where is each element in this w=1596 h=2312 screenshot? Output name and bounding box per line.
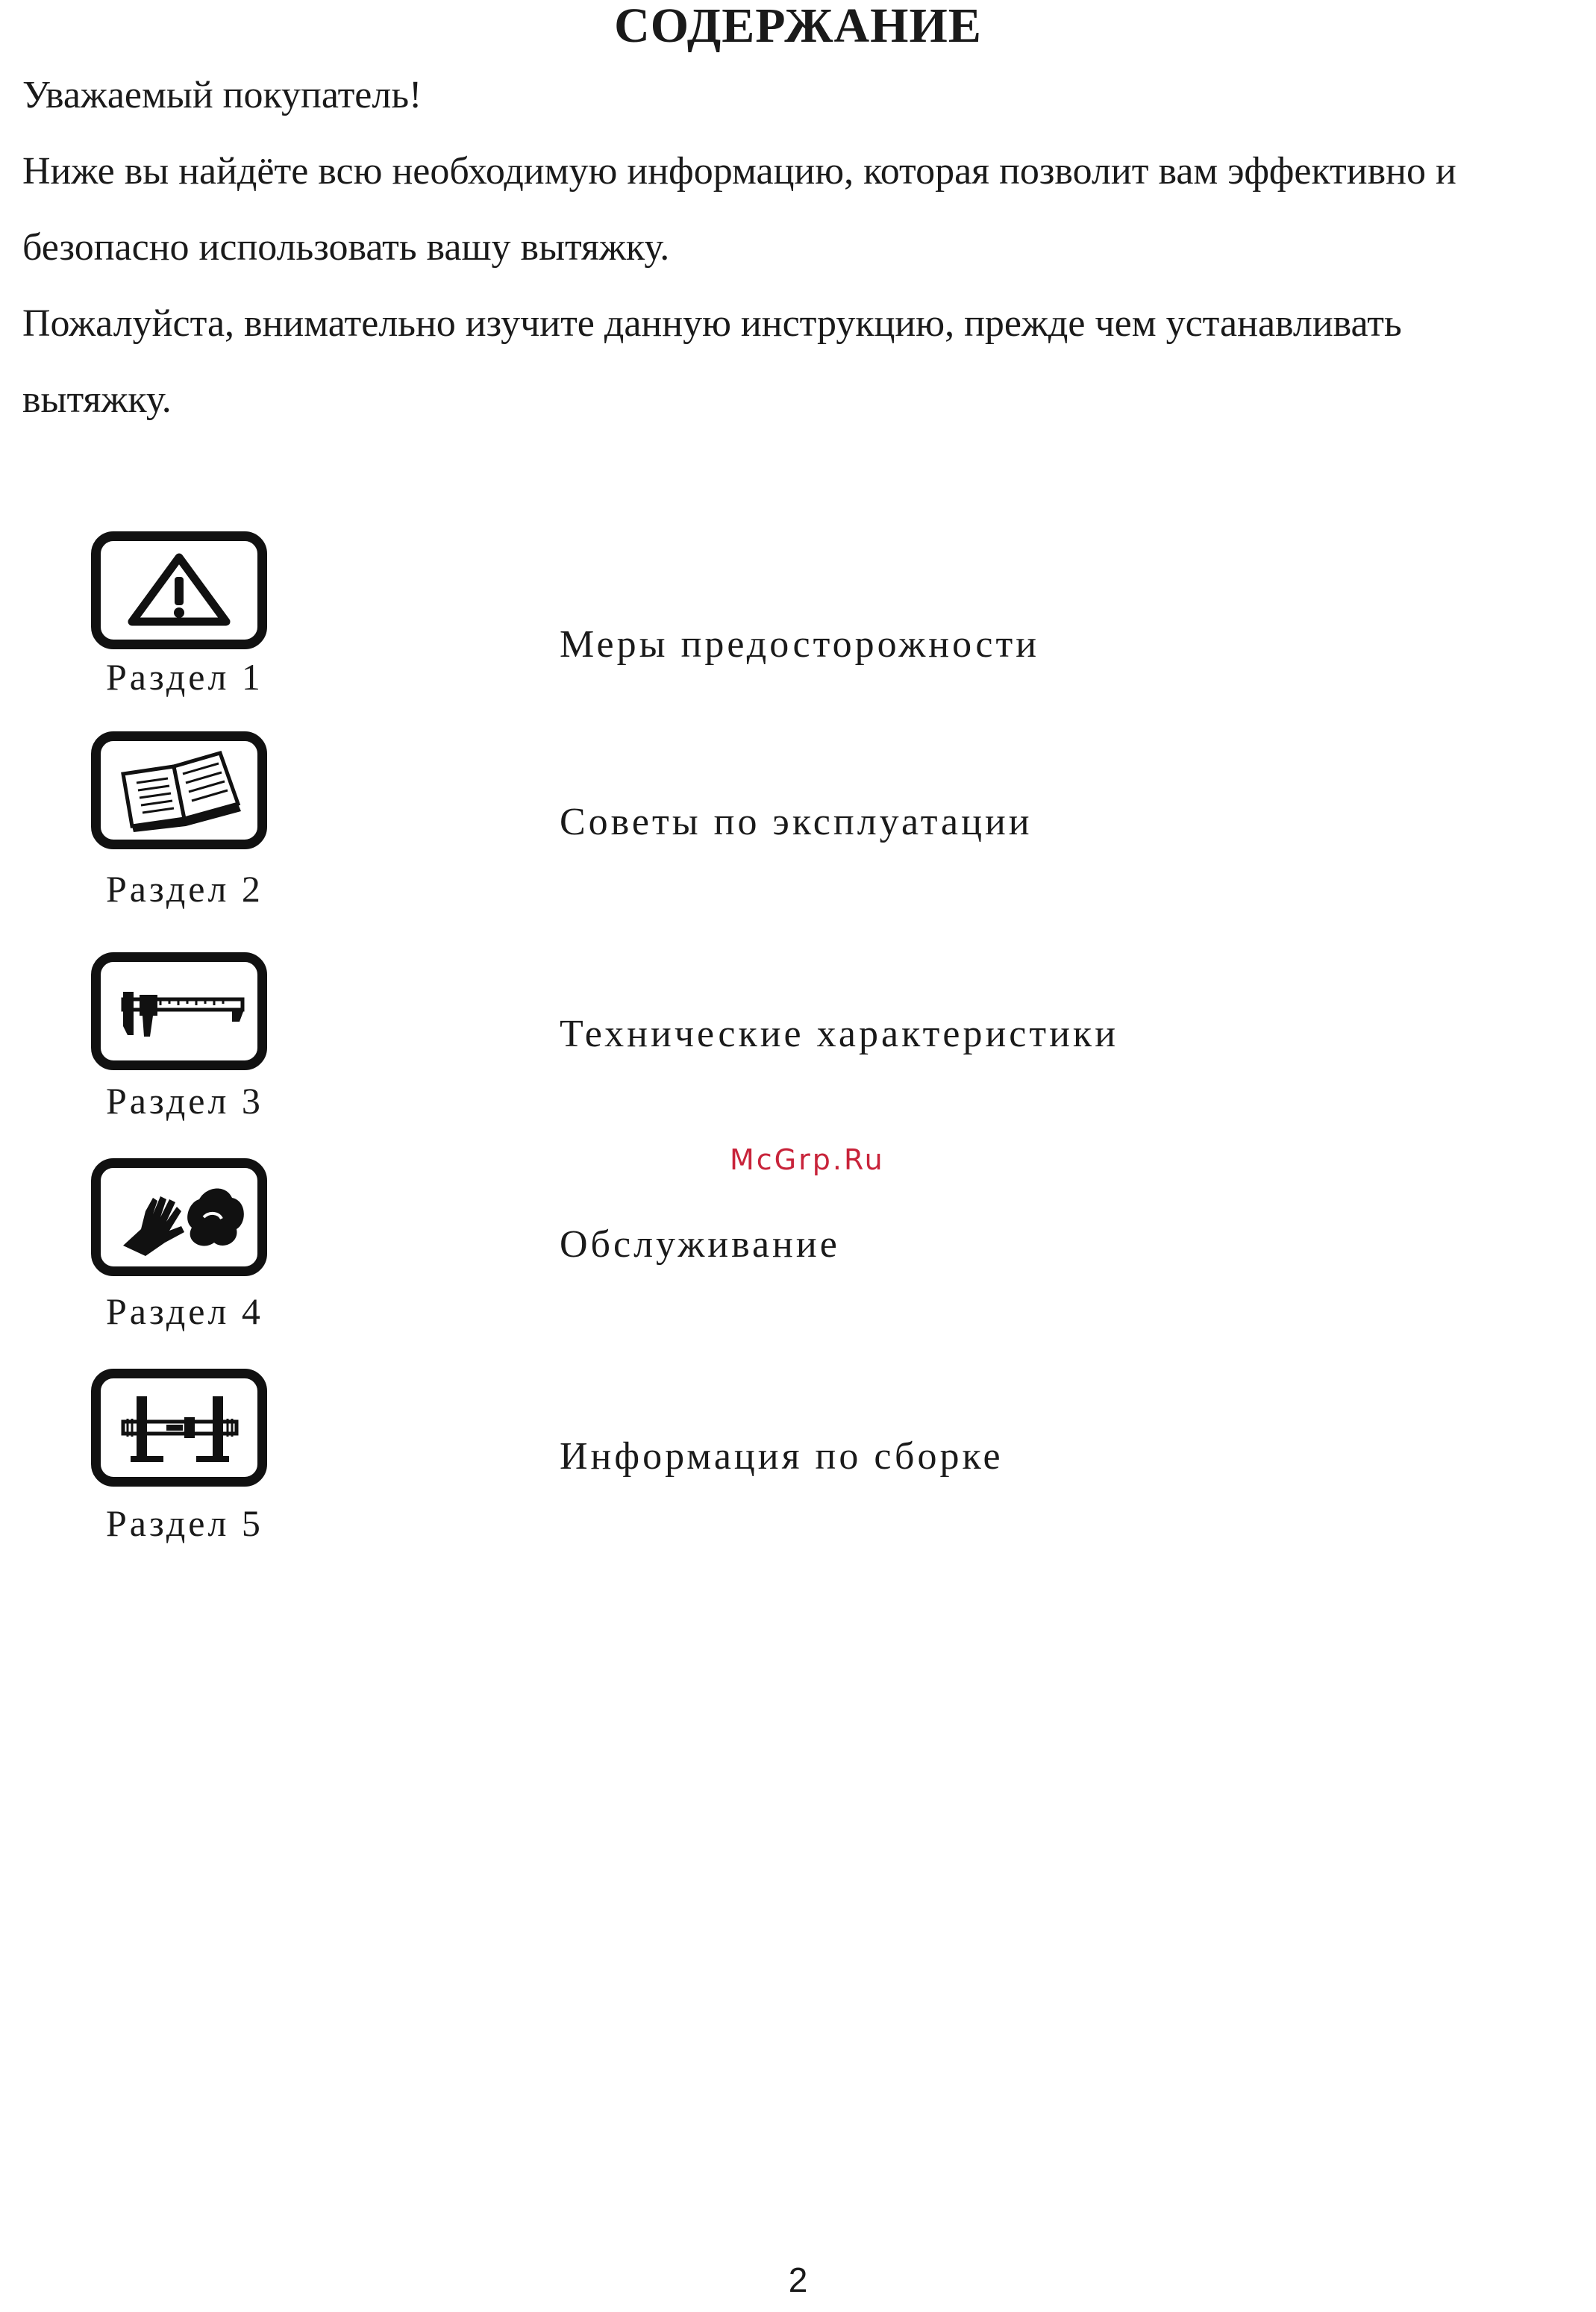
section-label: Раздел 4 bbox=[106, 1290, 263, 1332]
assembly-clamp-icon bbox=[91, 1369, 267, 1487]
section-title: Меры предосторожности bbox=[560, 623, 1040, 666]
warning-triangle-icon bbox=[91, 531, 267, 649]
page-title: СОДЕРЖАНИЕ bbox=[614, 0, 982, 53]
section-title: Советы по эксплуатации bbox=[560, 801, 1033, 843]
open-book-icon bbox=[91, 731, 267, 849]
watermark: McGrp.Ru bbox=[730, 1143, 885, 1176]
greeting: Уважаемый покупатель! bbox=[22, 74, 422, 116]
intro-line: вытяжку. bbox=[22, 378, 172, 421]
section-label: Раздел 3 bbox=[106, 1080, 263, 1122]
glove-sponge-icon bbox=[91, 1158, 267, 1276]
section-title: Технические характеристики bbox=[560, 1013, 1119, 1055]
section-title: Информация по сборке bbox=[560, 1435, 1004, 1478]
section-label: Раздел 2 bbox=[106, 868, 263, 910]
section-label: Раздел 5 bbox=[106, 1502, 263, 1544]
intro-line: Ниже вы найдёте всю необходимую информацию, которая позволит вам эффективно и bbox=[22, 150, 1456, 193]
intro-line: безопасно использовать вашу вытяжку. bbox=[22, 226, 670, 269]
caliper-icon bbox=[91, 952, 267, 1070]
page-number: 2 bbox=[788, 2261, 808, 2299]
intro-line: Пожалуйста, внимательно изучите данную инструкцию, прежде чем устанавливать bbox=[22, 302, 1402, 345]
section-label: Раздел 1 bbox=[106, 656, 263, 698]
section-title: Обслуживание bbox=[560, 1223, 840, 1266]
